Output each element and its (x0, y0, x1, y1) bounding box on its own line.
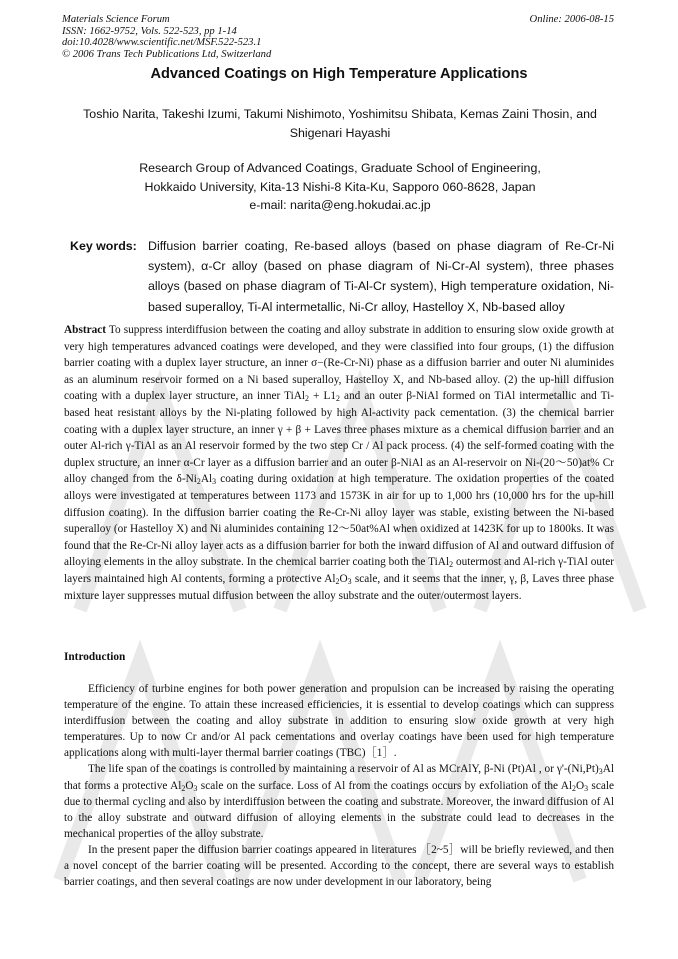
journal-meta (62, 14, 271, 60)
online-date: Online: 2006-08-15 (529, 14, 614, 25)
abstract-text-8: scale, and it seems that the inner, γ, β, Laves three phase mixture layer suppresses mutual diffusion between the alloy substrate and the outer/outermost layers. (64, 572, 614, 602)
issn: ISSN: 1662-9752, Vols. 522-523, pp 1-14 (62, 25, 237, 37)
subscript: 3 (584, 783, 589, 793)
intro-text: scale due to thermal cycling and also by interdiffusion between the coating and substrate. Moreover, the inward diffusion of Al to the alloy substrate and outward diffusion of alloying elements in the substrate could lead to decreases in the mechanical properties of the alloy substrate. (64, 779, 614, 840)
subscript: 3 (212, 477, 217, 487)
author-list: Toshio Narita, Takeshi Izumi, Takumi Nishimoto, Yoshimitsu Shibata, Kemas Zaini Thosin, and Shigenari Hayashi (83, 107, 597, 140)
subscript: 2 (335, 576, 340, 586)
intro-text: O (185, 779, 194, 792)
subscript: 2 (449, 560, 454, 570)
abstract-text-1: To suppress interdiffusion between the coating and alloy substrate in addition to ensuring slow oxide growth at very high temperatures advanced coatings were developed, and they were classified into four groups, (1) the diffusion barrier coating with a duplex layer structure, an inner σ−(Re-Cr-Ni) phase as a diffusion barrier and outer Ni aluminides as an aluminum reservoir formed on a Ni based superalloy, Hastelloy X, and Nb-based alloy. (2) the up-hill diffusion coating with a duplex layer structure, an inner TiAl (64, 324, 614, 403)
keywords-block (70, 236, 614, 317)
abstract-text-4: Al (200, 473, 213, 486)
subscript: 3 (598, 767, 603, 777)
keywords-text: Diffusion barrier coating, Re-based alloys (based on phase diagram of Re-Cr-Ni system), α-Cr alloy (based on phase diagram of Ni-Cr-Al system), three phases alloys (based on phase diagram of Ti-Al-Cr system), High temperature oxidation, Ni-based superalloy, Ti-Al intermetallic, Ni-Cr alloy, Hastelloy X, Nb-based alloy (148, 239, 614, 314)
introduction-body (64, 681, 614, 890)
intro-paragraph-1: Efficiency of turbine engines for both power generation and propulsion can be increased by raising the operating temperature of the engine. To attain these increased efficiencies, it is essential to develop coatings which can suppress interdiffusion between the coating and alloy substrate in addition to ensuring slow oxide growth at very high temperatures. Up to now Cr and/or Al pack cementations and overlay coatings have been used for high temperature applications along with multi-layer thermal barrier coatings (TBC)［1］. (64, 683, 614, 760)
doi: doi:10.4028/www.scientific.net/MSF.522-523.1 (62, 37, 262, 49)
subscript: 2 (305, 394, 309, 404)
abstract-text-6: outermost and Al-rich γ-TiAl outer layers maintained high Al contents, forming a protective Al (64, 556, 614, 585)
journal-name: Materials Science Forum (62, 14, 170, 25)
copyright: © 2006 Trans Tech Publications Ltd, Switzerland (62, 48, 272, 60)
subscript: 3 (347, 576, 352, 586)
subscript: 2 (181, 783, 186, 793)
subscript: 2 (336, 394, 340, 404)
abstract (64, 322, 614, 604)
abstract-text-5: coating during oxidation at high temperature. The oxidation properties of the coated alloys were investigated at temperatures between 1173 and 1573K in air for up to 1,000 hrs (10,000 hrs for the up-hill diffusion coating). In the diffusion barrier coating the Re-Cr-Ni alloy layer was stable, existing between the Ni-based superalloy (or Hastelloy X) and Ni aluminides containing 12〜50at%Al when oxidized at 1423K for up to 1800ks. It was found that the Re-Cr-Ni alloy layer acts as a diffusion barrier for both the inward diffusion of Al and outward diffusion of alloying elements in the alloy substrate. In the chemical barrier coating both the TiAl (64, 473, 614, 569)
intro-paragraph-2 (64, 761, 614, 841)
abstract-text-3: and an outer β-NiAl formed on TiAl intermetallic and Ti-based heat resistant alloys by the Ni-plating followed by high Al-activity pack cementation. (3) the chemical barrier coating with a duplex layer structure, an inner γ + β + Laves three phases mixture as a chemical diffusion barrier and an outer Al-rich γ-TiAl as an Al reservoir formed by the two step Cr / Al pack process. (4) the self-formed coating with the duplex structure, an inner α-Cr layer as a diffusion barrier and an outer β-NiAl as an Al-reservoir on Ni-(20〜50)at% Cr alloy changed from the δ-Ni (64, 390, 614, 486)
abstract-label: Abstract (64, 324, 107, 336)
section-heading-introduction: Introduction (64, 651, 126, 663)
intro-text: scale on the surface. Loss of Al from the coatings occurs by exfoliation of the Al (197, 779, 573, 792)
email: e-mail: narita@eng.hokudai.ac.jp (249, 198, 431, 212)
subscript: 2 (572, 783, 576, 793)
affiliation-line-2: Hokkaido University, Kita-13 Nishi-8 Kita-Ku, Sapporo 060-8628, Japan (144, 179, 536, 194)
keywords-label: Key words: (70, 239, 137, 253)
paper-title: Advanced Coatings on High Temperature Applications (150, 66, 528, 82)
intro-text: O (575, 779, 585, 792)
intro-paragraph-3: In the present paper the diffusion barrier coatings appeared in literatures ［2~5］will be briefly reviewed, and then a novel concept of the barrier coating will be presented. According to the concept, there are several ways to establish barrier coatings, and then several coatings are now under development in our laboratory, being (64, 843, 614, 889)
intro-text: Al that forms a protective Al (64, 763, 614, 792)
abstract-text-7: O (339, 572, 348, 585)
subscript: 2 (196, 477, 201, 487)
subscript: 3 (193, 783, 198, 793)
affiliation (80, 159, 600, 215)
abstract-text-2: + L1 (308, 390, 337, 403)
affiliation-line-1: Research Group of Advanced Coatings, Graduate School of Engineering, (139, 161, 541, 175)
intro-text: The life span of the coatings is controlled by maintaining a reservoir of Al as MCrAlY, β-Ni (Pt)Al , or γ'-(Ni,Pt) (88, 763, 599, 776)
